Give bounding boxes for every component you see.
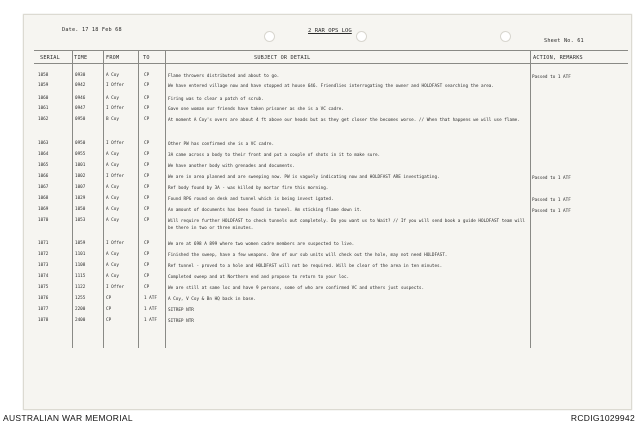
punch-hole xyxy=(356,31,367,42)
serial-cell: 1069 xyxy=(38,207,49,212)
time-cell: 1059 xyxy=(75,241,86,246)
from-cell: CP xyxy=(106,307,112,312)
to-cell: CP xyxy=(144,252,150,257)
serial-cell: 1063 xyxy=(38,141,49,146)
detail-cell: We have entered village now and have stopped at house 646. Friendlies interrogating the owner and HOLDFAST searching the area. xyxy=(168,84,494,89)
from-cell: A Coy xyxy=(106,218,119,223)
from-cell: A Coy xyxy=(106,196,119,201)
time-cell: 1115 xyxy=(75,274,86,279)
detail-cell: We are in area planned and are sweeping now. PW is vaguely indicating now and HOLDFAST ARE investigating. xyxy=(168,175,440,180)
time-cell: 1001 xyxy=(75,163,86,168)
detail-cell: Completed sweep and at Northern end and propose to return to your loc. xyxy=(168,275,350,280)
to-cell: CP xyxy=(144,218,150,223)
time-cell: 0950 xyxy=(75,117,86,122)
time-cell: 0950 xyxy=(75,141,86,146)
punch-hole xyxy=(264,31,275,42)
time-cell: 0955 xyxy=(75,152,86,157)
serial-cell: 1075 xyxy=(38,285,49,290)
from-cell: I Offer xyxy=(106,241,125,246)
serial-cell: 1064 xyxy=(38,152,49,157)
serial-cell: 1067 xyxy=(38,185,49,190)
serial-cell: 1076 xyxy=(38,296,49,301)
to-cell: CP xyxy=(144,96,150,101)
serial-cell: 1072 xyxy=(38,252,49,257)
from-cell: I Offer xyxy=(106,141,125,146)
time-cell: 0930 xyxy=(75,73,86,78)
serial-cell: 1071 xyxy=(38,241,49,246)
serial-cell: 1070 xyxy=(38,218,49,223)
to-cell: CP xyxy=(144,163,150,168)
detail-cell: SITREP NTR xyxy=(168,319,194,324)
from-cell: I Offer xyxy=(106,174,125,179)
serial-cell: 1078 xyxy=(38,318,49,323)
column-header: SUBJECT OR DETAIL xyxy=(254,55,311,61)
footer-id: RCDIG1029942 xyxy=(570,413,635,423)
header-top-rule xyxy=(34,50,628,51)
column-header: ACTION, REMARKS xyxy=(533,55,583,61)
detail-cell: Gave one woman our friends have taken prisoner as she is a VC cadre. xyxy=(168,107,344,112)
to-cell: CP xyxy=(144,106,150,111)
log-title: 2 RAR OPS LOG xyxy=(308,28,352,34)
col-divider xyxy=(530,50,531,348)
sheet-number: Sheet No. 61 xyxy=(544,38,584,44)
detail-cell: Found RPG round on desk and tunnel which is being invest igated. xyxy=(168,197,334,202)
to-cell: 1 ATF xyxy=(144,296,157,301)
from-cell: I Offer xyxy=(106,83,125,88)
detail-cell: SITREP NTR xyxy=(168,308,194,313)
time-cell: 1108 xyxy=(75,263,86,268)
col-divider xyxy=(165,50,166,348)
time-cell: 2400 xyxy=(75,318,86,323)
detail-cell: We have another body with grenades and documents. xyxy=(168,164,295,169)
from-cell: A Coy xyxy=(106,152,119,157)
to-cell: CP xyxy=(144,83,150,88)
to-cell: CP xyxy=(144,152,150,157)
remark-cell: Passed to 1 ATF xyxy=(532,198,571,203)
from-cell: A Coy xyxy=(106,185,119,190)
serial-cell: 1074 xyxy=(38,274,49,279)
serial-cell: 1058 xyxy=(38,73,49,78)
to-cell: CP xyxy=(144,274,150,279)
column-header: TO xyxy=(143,55,150,61)
from-cell: CP xyxy=(106,296,112,301)
from-cell: B Coy xyxy=(106,117,119,122)
time-cell: 1007 xyxy=(75,185,86,190)
from-cell: CP xyxy=(106,318,112,323)
time-cell: 1255 xyxy=(75,296,86,301)
log-date: Date. 17 18 Feb 68 xyxy=(62,27,122,33)
col-divider xyxy=(138,50,139,348)
detail-cell: Ref body found by 3A - was killed by mortar fire this morning. xyxy=(168,186,329,191)
detail-cell: Finished the sweep, have a few weapons. One of our sub units will check out the hole, may not need HOLDFAST. xyxy=(168,253,448,258)
from-cell: A Coy xyxy=(106,252,119,257)
column-header: FROM xyxy=(106,55,120,61)
to-cell: CP xyxy=(144,141,150,146)
header-bottom-rule xyxy=(34,63,628,64)
detail-cell: At moment A Coy's overs are about 4 ft above our heads but as they get closer the becomes worse. // When that happens we will use flame. xyxy=(168,118,520,123)
time-cell: 1122 xyxy=(75,285,86,290)
detail-cell: A Coy, V Coy & Bn HQ back in base. xyxy=(168,297,256,302)
col-divider xyxy=(103,50,104,348)
time-cell: 0942 xyxy=(75,83,86,88)
detail-cell: Firing was to clear a patch of scrub. xyxy=(168,97,264,102)
serial-cell: 1065 xyxy=(38,163,49,168)
detail-cell: An amount of documents has been found in tunnel. Am sticking flame down it. xyxy=(168,208,363,213)
serial-cell: 1060 xyxy=(38,96,49,101)
to-cell: 1 ATF xyxy=(144,307,157,312)
detail-cell: Will require further HOLDFAST to check tunnels out completely. Do you want us to Wait? // If you will send book a guide HOLDFAST team will be there in two or three minutes. xyxy=(168,219,525,231)
punch-hole xyxy=(500,31,511,42)
detail-cell: Other PW has confirmed she is a VC cadre. xyxy=(168,142,275,147)
detail-cell: Ref tunnel - proved to a hole and HOLDFAST will not be required. Will be clear of the area in ten minutes. xyxy=(168,264,443,269)
time-cell: 1050 xyxy=(75,207,86,212)
serial-cell: 1062 xyxy=(38,117,49,122)
serial-cell: 1073 xyxy=(38,263,49,268)
to-cell: CP xyxy=(144,117,150,122)
log-sheet xyxy=(23,14,632,410)
column-header: SERIAL xyxy=(40,55,60,61)
time-cell: 1029 xyxy=(75,196,86,201)
time-cell: 1101 xyxy=(75,252,86,257)
from-cell: A Coy xyxy=(106,274,119,279)
column-header: TIME xyxy=(74,55,88,61)
from-cell: A Coy xyxy=(106,263,119,268)
to-cell: CP xyxy=(144,185,150,190)
time-cell: 1002 xyxy=(75,174,86,179)
col-divider xyxy=(72,50,73,348)
time-cell: 0946 xyxy=(75,96,86,101)
footer-source: AUSTRALIAN WAR MEMORIAL xyxy=(3,413,133,423)
remark-cell: Passed to 1 ATF xyxy=(532,209,571,214)
to-cell: CP xyxy=(144,263,150,268)
serial-cell: 1066 xyxy=(38,174,49,179)
serial-cell: 1077 xyxy=(38,307,49,312)
from-cell: I Offer xyxy=(106,285,125,290)
from-cell: A Coy xyxy=(106,207,119,212)
to-cell: CP xyxy=(144,241,150,246)
from-cell: A Coy xyxy=(106,73,119,78)
detail-cell: We are still at same loc and have 9 persons, some of who are confirmed VC and others just suspects. xyxy=(168,286,425,291)
serial-cell: 1061 xyxy=(38,106,49,111)
from-cell: A Coy xyxy=(106,163,119,168)
detail-cell: We are at 698 A 899 where two women cadre members are suspected to live. xyxy=(168,242,355,247)
detail-cell: Flame throwers distributed and about to go. xyxy=(168,74,280,79)
remark-cell: Passed to 1 ATF xyxy=(532,75,571,80)
from-cell: A Coy xyxy=(106,96,119,101)
detail-cell: 3A came across a body to their front and put a couple of shots in it to make sure. xyxy=(168,153,381,158)
time-cell: 1053 xyxy=(75,218,86,223)
remark-cell: Passed to 1 ATF xyxy=(532,176,571,181)
serial-cell: 1059 xyxy=(38,83,49,88)
to-cell: 1 ATF xyxy=(144,318,157,323)
to-cell: CP xyxy=(144,73,150,78)
from-cell: I Offer xyxy=(106,106,125,111)
to-cell: CP xyxy=(144,207,150,212)
time-cell: 0947 xyxy=(75,106,86,111)
to-cell: CP xyxy=(144,285,150,290)
serial-cell: 1068 xyxy=(38,196,49,201)
to-cell: CP xyxy=(144,196,150,201)
to-cell: CP xyxy=(144,174,150,179)
time-cell: 2200 xyxy=(75,307,86,312)
